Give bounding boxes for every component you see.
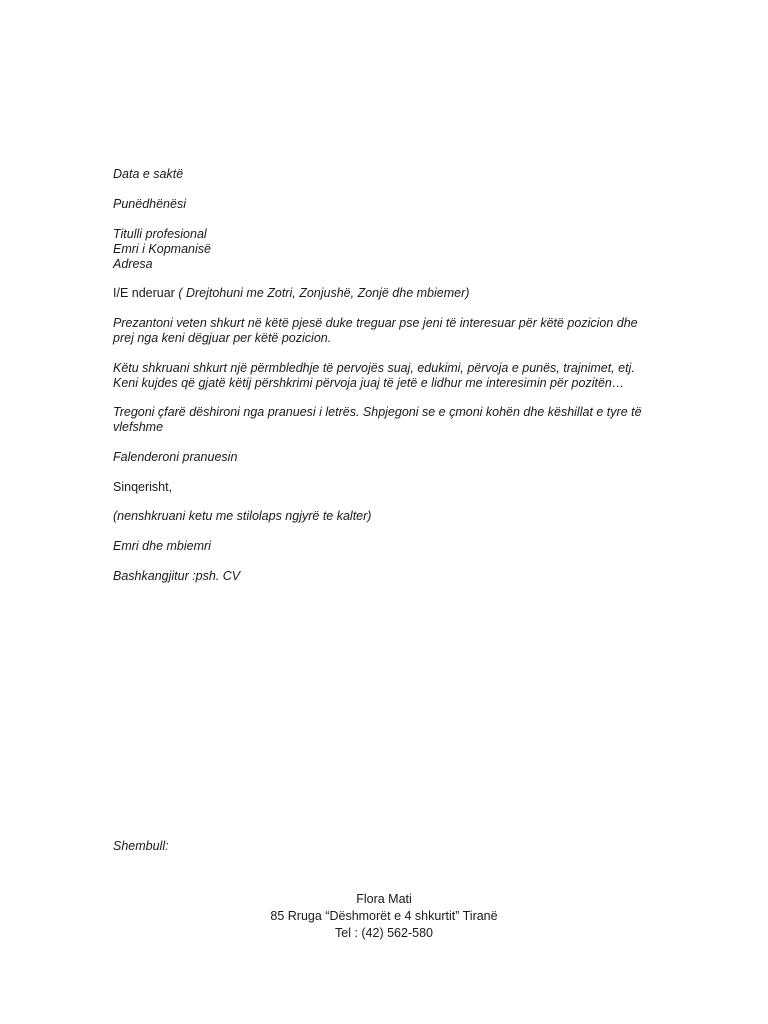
thanks-line: Falenderoni pranuesin (113, 450, 238, 464)
para2-line1: Këtu shkruani shkurt një përmbledhje të pervojës suaj, edukimi, përvoja e punës, trajnimet, etj. (113, 361, 635, 375)
employer-line: Punëdhënësi (113, 197, 186, 211)
title-line: Titulli profesional (113, 227, 207, 241)
salutation-hint: ( Drejtohuni me Zotri, Zonjushë, Zonjë dhe mbiemer) (178, 286, 470, 300)
sender-name: Flora Mati (356, 891, 412, 906)
attachment-line: Bashkangjitur :psh. CV (113, 569, 241, 583)
para3-line2: vlefshme (113, 420, 164, 434)
para1-line2: prej nga keni dëgjuar per këtë pozicion. (113, 331, 332, 345)
date-line: Data e saktë (113, 167, 184, 181)
example-label: Shembull: (113, 839, 169, 853)
sender-address: 85 Rruga “Dëshmorët e 4 shkurtit” Tiranë (270, 908, 498, 923)
para1-line1: Prezantoni veten shkurt në këtë pjesë duke treguar pse jeni të interesuar për këtë pozicion dhe (113, 316, 638, 330)
signature-note: (nenshkruani ketu me stilolaps ngjyrë te kalter) (113, 509, 372, 523)
salutation-plain: I/E nderuar (113, 286, 179, 300)
para2-line2: Keni kujdes që gjatë këtij përshkrimi përvoja juaj të jetë e lidhur me interesimin për pozitën… (113, 376, 625, 390)
salutation-line (113, 286, 469, 301)
closing-line: Sinqerisht, (113, 480, 173, 494)
company-line: Emri i Kopmanisë (113, 242, 211, 256)
para3-line1: Tregoni çfarë dëshironi nga pranuesi i letrës. Shpjegoni se e çmoni kohën dhe këshillat e tyre të (113, 405, 642, 419)
address-line: Adresa (113, 257, 153, 271)
name-line: Emri dhe mbiemri (113, 539, 211, 553)
sender-phone: Tel : (42) 562-580 (335, 925, 433, 940)
